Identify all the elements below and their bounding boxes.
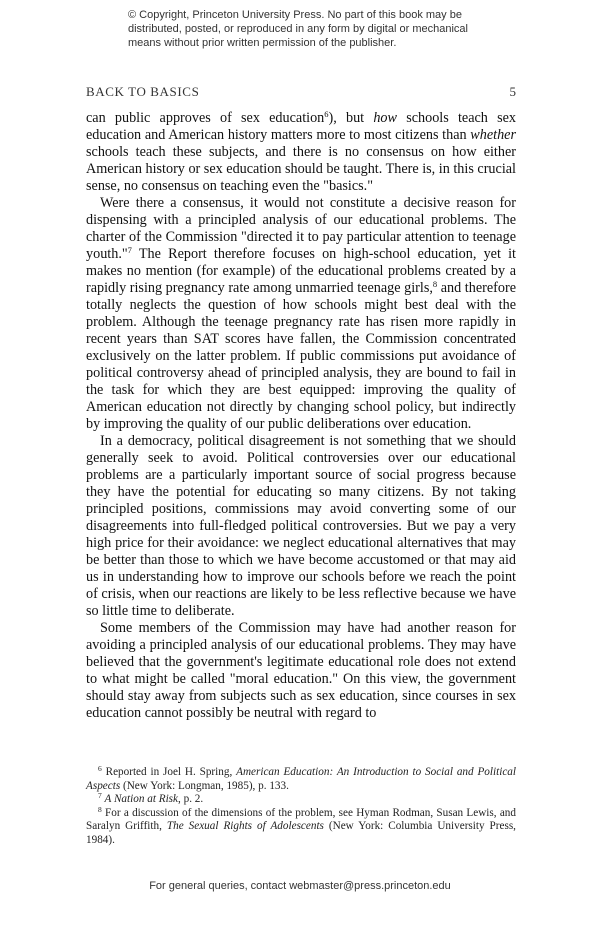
text-run: can public approves of sex education [86, 110, 325, 126]
page-number: 5 [509, 84, 516, 99]
text-run: Reported in Joel H. Spring, [101, 766, 237, 778]
paragraph: Some members of the Commission may have had another reason for avoiding a principled analysis of our educational problems. They may have believed that the government's legitimate educational role does not extend to what might be called "moral education." On this view, the government should stay away from subjects such as sex education, since courses in sex education cannot possibly be neutral with regard to [86, 620, 516, 721]
footnote-7 [86, 793, 516, 807]
footnote-ref-7[interactable]: 7 [127, 245, 132, 255]
footnote-ref-6[interactable]: 6 [324, 109, 329, 119]
text-run: For a discussion of the dimensions of the problem, see Hyman Rodman, Susan Lewis, and Saralyn Griffith, [86, 806, 516, 832]
emphasis: whether [470, 127, 516, 143]
emphasis: The Sexual Rights of Adolescents [166, 820, 324, 832]
footnote-number: 6 [98, 764, 102, 773]
text-run: , p. 2. [178, 793, 204, 805]
body-text [86, 110, 516, 722]
text-run: ), but [328, 110, 374, 126]
text-run: Were there a consensus, it would not constitute a decisive reason for dispensing with a principled analysis of our educational problems. The charter of the Commission "directed it to pay particular attention to teenage youth." [86, 195, 516, 262]
running-header [86, 84, 516, 100]
paragraph: In a democracy, political disagreement is not something that we should generally seek to avoid. Political controversies over our educational problems are a particularly important source of social progress because they have the potential for educating so many citizens. By not taking principled positions, commissions may avoid converting some of our disagreements into full-fledged political controversies. But we pay a very high price for their avoidance: we neglect educational alternatives that may be better than those to which we have become accustomed or that may aid us in understanding how to improve our schools before we reach the point of crisis, when our reactions are likely to be less reflective because we have so little time to deliberate. [86, 433, 516, 619]
text-run: (New York: Longman, 1985), p. 133. [120, 779, 289, 792]
paragraph [86, 195, 516, 433]
footnote-ref-8[interactable]: 8 [432, 279, 438, 289]
copyright-line: means without prior written permission of the publisher. [128, 37, 397, 49]
footnote-number: 8 [98, 804, 102, 814]
text-run: (New York: Columbia University Press, 1984). [86, 820, 516, 846]
emphasis: American Education: An Introduction to Social and Political Aspects [86, 766, 516, 792]
text-run: schools teach sex education and American history matters more to most citizens than [86, 110, 516, 143]
footnote-number: 7 [98, 791, 102, 800]
text-run: schools teach these subjects, and there is no consensus on how either American history or sex education should be taught. There is, in this crucial sense, no consensus on teaching even the "basics." [86, 144, 516, 194]
running-title: BACK TO BASICS [86, 84, 200, 99]
emphasis: how [373, 110, 397, 126]
footnotes [86, 766, 516, 847]
paragraph [86, 110, 516, 195]
contact-footer: For general queries, contact webmaster@press.princeton.edu [149, 880, 451, 892]
text-run: and therefore totally neglects the question of how schools might best deal with the problem. Although the teenage pregnancy rate has risen more rapidly in recent years than SAT scores have fallen, the Commission concentrated exclusively on the latter problem. If public commissions put avoidance of political controversy ahead of principled analysis, they are bound to fail in the task for which they are best equipped: improving the quality of American education not directly by changing school policy, but indirectly by improving the quality of our public deliberations over education. [86, 280, 516, 432]
text-run: The Report therefore focuses on high-school education, yet it makes no mention (for example) of the educational problems created by a rapidly rising pregnancy rate among unmarried teenage girls, [86, 246, 516, 296]
emphasis: A Nation at Risk [104, 793, 178, 805]
footnote-8 [86, 804, 516, 848]
copyright-notice [128, 8, 508, 50]
footnote-6 [86, 766, 516, 793]
copyright-line: © Copyright, Princeton University Press. No part of this book may be [128, 9, 462, 21]
copyright-line: distributed, posted, or reproduced in any form by digital or mechanical [128, 23, 468, 35]
